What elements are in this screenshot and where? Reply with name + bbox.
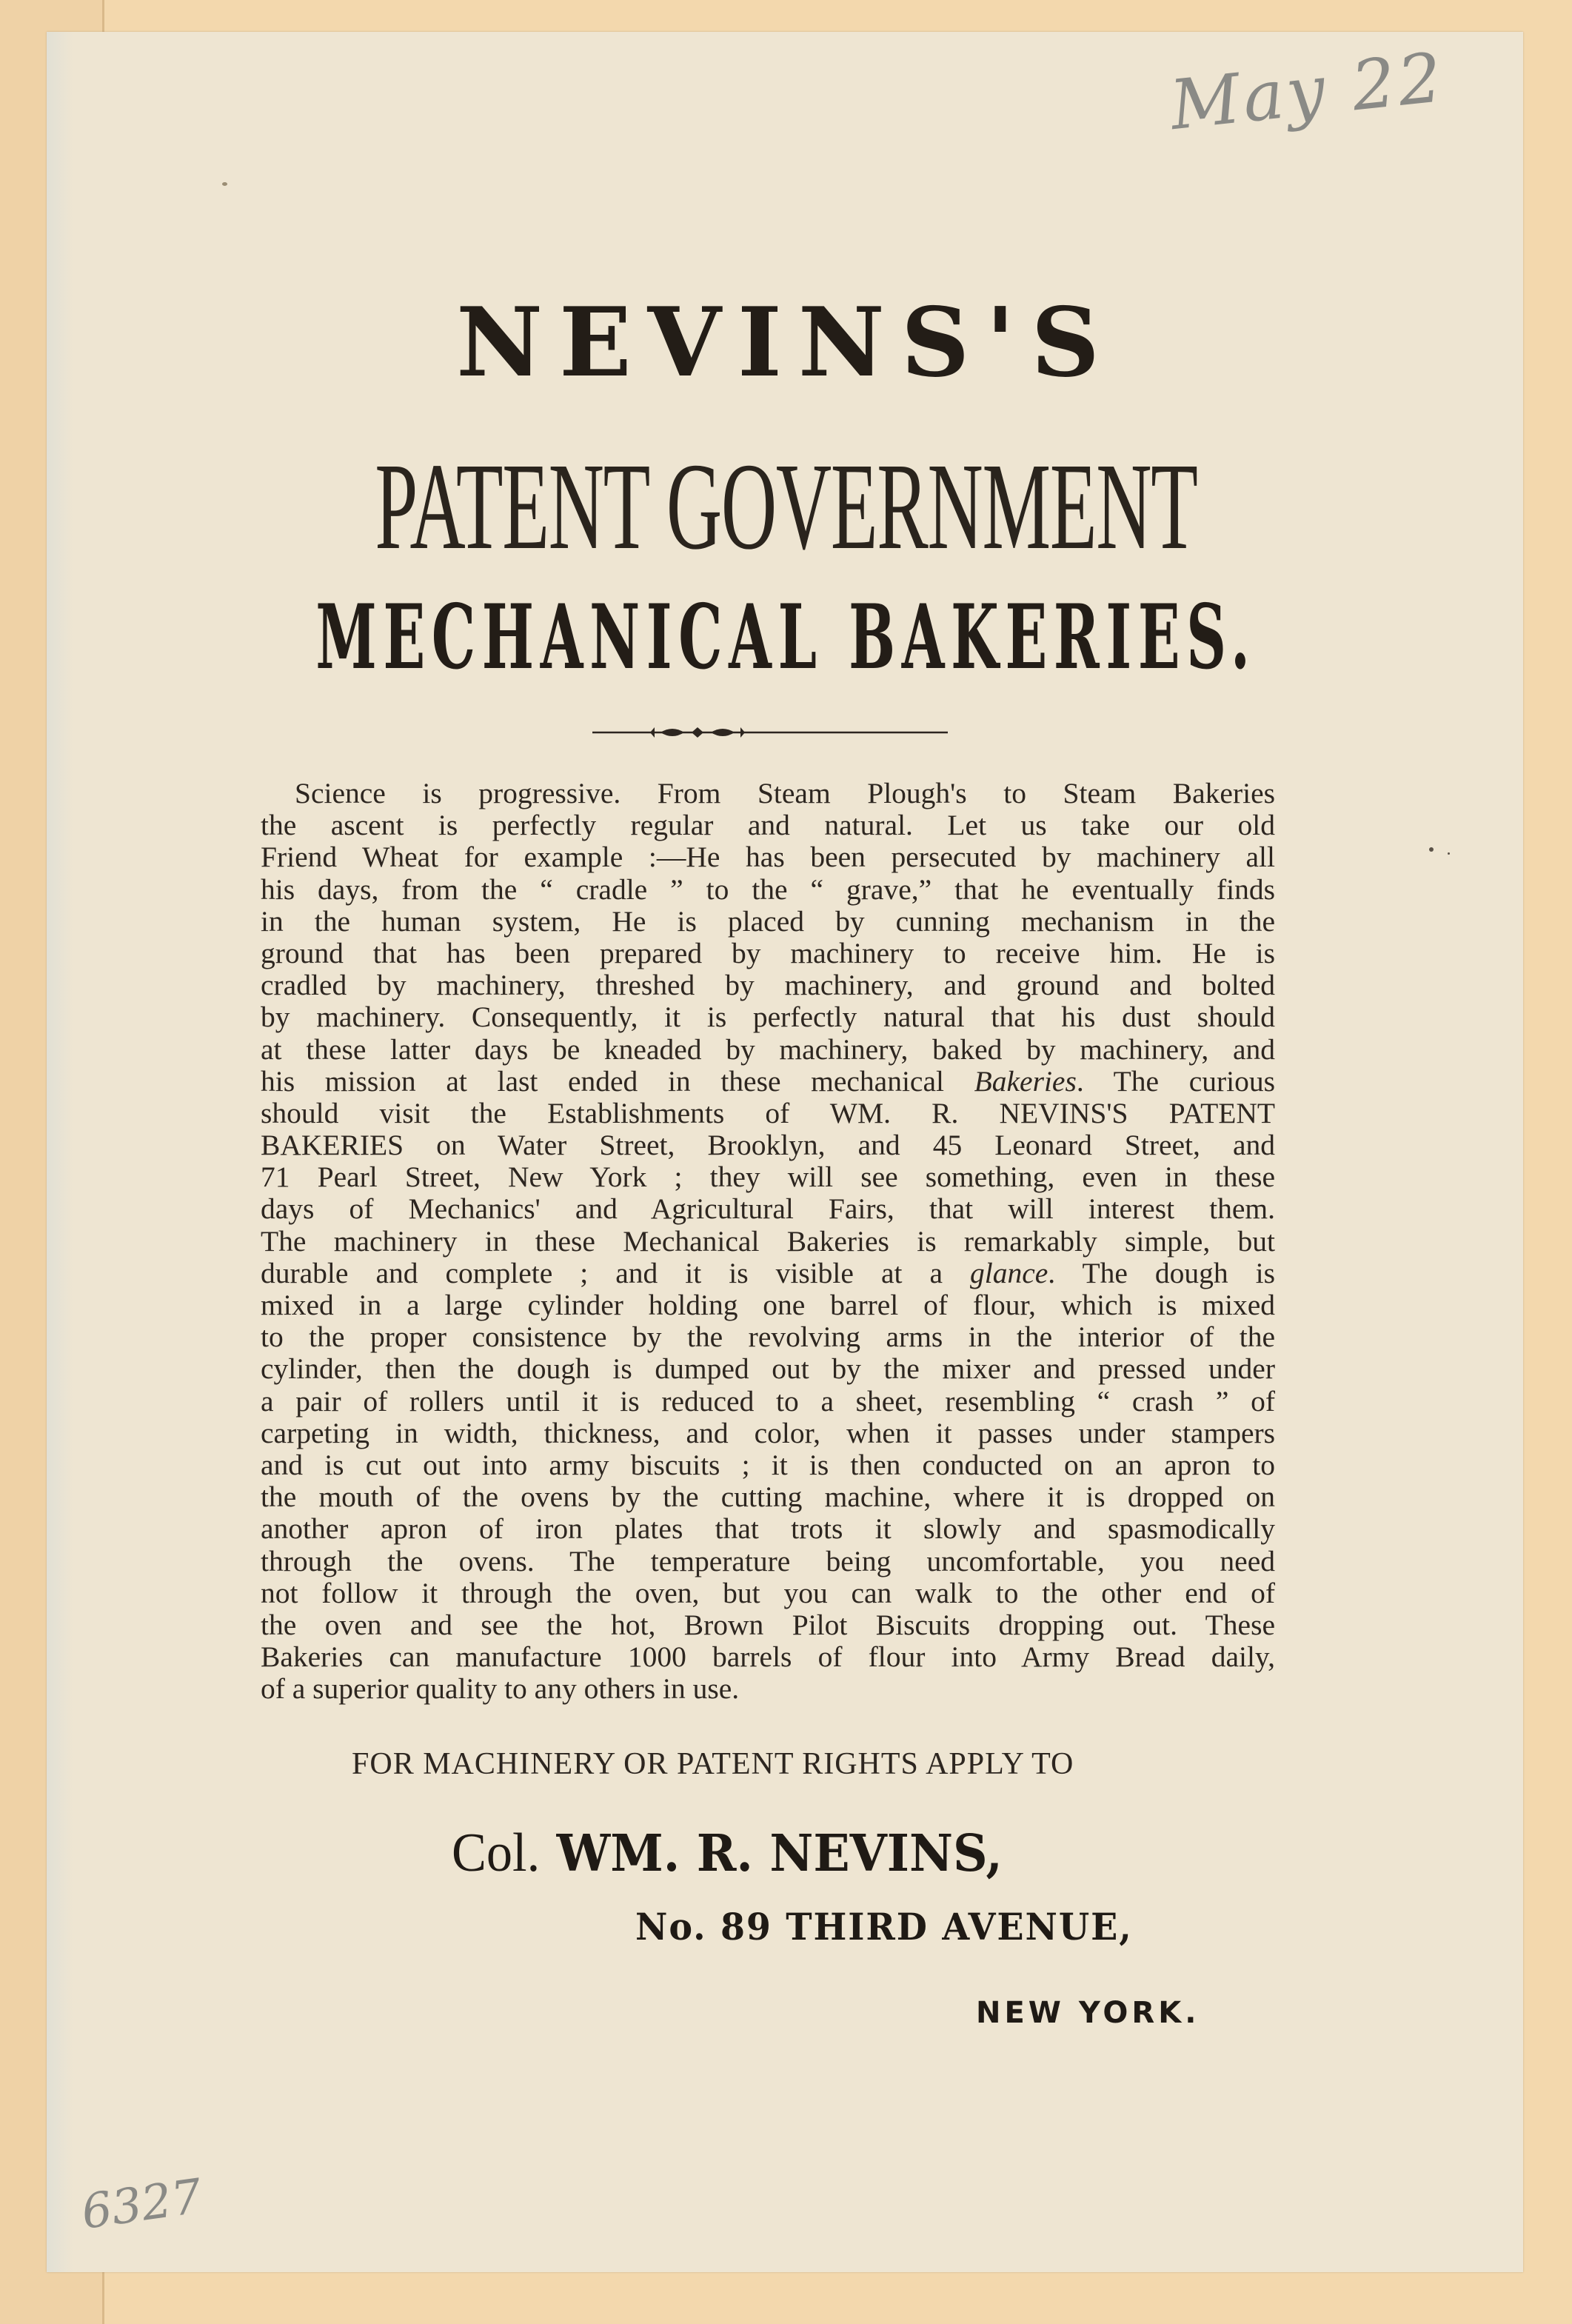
body-line-tail: . The dough is: [1048, 1256, 1275, 1289]
apply-line: FOR MACHINERY OR PATENT RIGHTS APPLY TO: [352, 1747, 1074, 1781]
ornament-rule-icon: [592, 722, 948, 743]
contact-name: [452, 1822, 1003, 1885]
body-line: The machinery in these Mechanical Bakeries is remarkably simple, but: [261, 1224, 1275, 1258]
body-line: to the proper consistence by the revolving arms in the interior of the: [261, 1320, 1275, 1354]
paper-speck: [1448, 852, 1450, 855]
body-line: and is cut out into army biscuits ; it is then conducted on an apron to: [261, 1448, 1275, 1481]
contact-address: No. 89 THIRD AVENUE,: [635, 1905, 1133, 1949]
body-line: should visit the Establishments of WM. R. NEVINS'S PATENT: [261, 1096, 1275, 1129]
body-line: through the ovens. The temperature being uncomfortable, you need: [261, 1544, 1275, 1577]
body-paragraph: [261, 778, 1275, 1705]
body-line: cradled by machinery, threshed by machinery, and ground and bolted: [261, 969, 1275, 1002]
body-line: at these latter days be kneaded by machinery, baked by machinery, and: [261, 1032, 1275, 1066]
handwritten-date: May 22: [1166, 37, 1448, 146]
body-line: another apron of iron plates that trots it slowly and spasmodically: [261, 1512, 1275, 1546]
title-mechanical-bakeries: MECHANICAL BAKERIES.: [315, 585, 1257, 689]
contact-person: WM. R. NEVINS,: [556, 1824, 1003, 1883]
body-line: cylinder, then the dough is dumped out by the mixer and pressed under: [261, 1352, 1275, 1386]
body-line: a pair of rollers until it is reduced to a sheet, resembling “ crash ” of: [261, 1384, 1275, 1418]
title-nevins: NEVINS'S: [456, 287, 1116, 398]
body-line: 71 Pearl Street, New York ; they will see something, even in these: [261, 1161, 1275, 1194]
italic-glance: glance: [970, 1256, 1048, 1289]
body-line: Friend Wheat for example :—He has been persecuted by machinery all: [261, 841, 1275, 874]
body-line: Bakeries can manufacture 1000 barrels of flour into Army Bread daily,: [261, 1640, 1275, 1674]
paper-speck: [1429, 847, 1434, 852]
body-line: by machinery. Consequently, it is perfectly natural that his dust should: [261, 1001, 1275, 1034]
paper-speck: [222, 182, 227, 186]
body-line: in the human system, He is placed by cunning mechanism in the: [261, 904, 1275, 938]
body-line: ground that has been prepared by machinery to receive him. He is: [261, 936, 1275, 969]
body-line: not follow it through the oven, but you can walk to the other end of: [261, 1576, 1275, 1609]
body-line: his days, from the “ cradle ” to the “ grave,” that he eventually finds: [261, 872, 1275, 906]
body-line: [261, 1258, 1275, 1289]
handwritten-catalog-number: 6327: [78, 2169, 206, 2240]
body-line: the ascent is perfectly regular and natural. Let us take our old: [261, 809, 1275, 842]
title-patent-government: PATENT GOVERNMENT: [375, 438, 1197, 575]
italic-bakeries: Bakeries: [974, 1064, 1077, 1098]
body-line: of a superior quality to any others in use.: [261, 1672, 740, 1706]
body-line-text: his mission at last ended in these mechanical: [261, 1064, 974, 1098]
body-line: mixed in a large cylinder holding one barrel of flour, which is mixed: [261, 1289, 1275, 1321]
body-line: [261, 1066, 1275, 1098]
body-line: Science is progressive. From Steam Plough's to Steam Bakeries: [295, 777, 1275, 809]
contact-title: Col.: [452, 1823, 541, 1883]
body-line: carpeting in width, thickness, and color, when it passes under stampers: [261, 1416, 1275, 1449]
body-line: the mouth of the ovens by the cutting machine, where it is dropped on: [261, 1480, 1275, 1514]
body-line-text: durable and complete ; and it is visible at a: [261, 1256, 970, 1289]
body-line: BAKERIES on Water Street, Brooklyn, and 45 Leonard Street, and: [261, 1129, 1275, 1162]
contact-city: NEW YORK.: [976, 1996, 1200, 2030]
body-line: days of Mechanics' and Agricultural Fairs, that will interest them.: [261, 1192, 1275, 1226]
body-line-tail: . The curious: [1076, 1064, 1276, 1098]
body-line: the oven and see the hot, Brown Pilot Biscuits dropping out. These: [261, 1608, 1275, 1641]
